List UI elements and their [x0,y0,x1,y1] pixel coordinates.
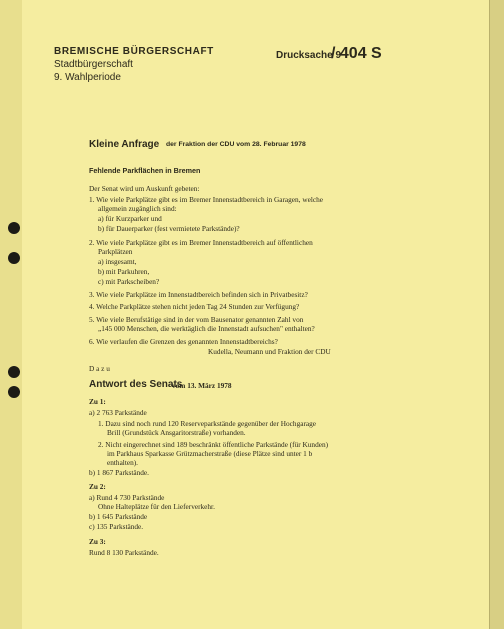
question-2a: a) insgesamt, [98,257,137,266]
signature: Kudella, Neumann und Fraktion der CDU [208,347,331,356]
answer-2b: b) 1 645 Parkstände [89,512,148,521]
drucksache-label: Drucksache 9 [276,50,342,61]
punch-hole [8,386,20,398]
question-6: 6. Wie verlaufen die Grenzen des genannten Innenstadtbereichs? [89,337,278,346]
answer-1-note-2: 2. Nicht eingerechnet sind 189 beschränkt öffentliche Parkstände (für Kunden) [98,440,329,449]
chamber-name: Stadtbürgerschaft [54,59,133,70]
answer-1-note-1: 1. Dazu sind noch rund 120 Reserveparkstände gegenüber der Hochgarage [98,419,317,428]
punch-hole [8,366,20,378]
anfrage-topic: Fehlende Parkflächen in Bremen [89,166,201,175]
answer-1-note-2-cont2: enthalten). [107,458,138,467]
answer-1a: a) 2 763 Parkstände [89,408,147,417]
question-3: 3. Wie viele Parkplätze im Innenstadtbereich befinden sich in Privatbesitz? [89,290,308,299]
antwort-title: Antwort des Senats [89,379,183,390]
dazu-label: D a z u [89,364,110,373]
question-5: 5. Wie viele Berufstätige sind in der vom Bausenator genannten Zahl von [89,315,304,324]
zu-2-heading: Zu 2: [89,482,106,491]
drucksache-number: / 404 S [331,45,382,62]
answer-2c: c) 135 Parkstände. [89,522,144,531]
org-name: BREMISCHE BÜRGERSCHAFT [54,46,214,57]
anfrage-subtitle: der Fraktion der CDU vom 28. Februar 1978 [166,141,306,148]
zu-3-heading: Zu 3: [89,537,106,546]
legislative-period: 9. Wahlperiode [54,72,121,83]
answer-2a-note: Ohne Halteplätze für den Lieferverkehr. [98,502,215,511]
question-2-cont: Parkplätzen [98,247,133,256]
answer-2a: a) Rund 4 730 Parkstände [89,493,165,502]
question-4: 4. Welche Parkplätze stehen nicht jeden Tag 24 Stunden zur Verfügung? [89,302,300,311]
question-1b: b) für Dauerparker (fest vermietete Parkstände)? [98,224,240,233]
answer-1-note-2-cont: im Parkhaus Sparkasse Grützmacherstraße (diese Plätze sind unter 1 b [107,449,313,458]
anfrage-intro: Der Senat wird um Auskunft gebeten: [89,184,200,193]
question-2: 2. Wie viele Parkplätze gibt es im Bremer Innenstadtbereich auf öffentlichen [89,238,313,247]
anfrage-title: Kleine Anfrage [89,139,160,150]
question-1a: a) für Kurzparker und [98,214,162,223]
antwort-subtitle: vom 13. März 1978 [172,381,232,390]
question-1-cont: allgemein zugänglich sind: [98,204,177,213]
answer-1-note-1-cont: Brill (Grundstück Ansgaritorstraße) vorhanden. [107,428,246,437]
question-2b: b) mit Parkuhren, [98,267,150,276]
next-page-edge [489,0,504,629]
answer-3: Rund 8 130 Parkstände. [89,548,159,557]
question-5-cont: „145 000 Menschen, die werktäglich die Innenstadt aufsuchen" enthalten? [98,324,315,333]
question-1: 1. Wie viele Parkplätze gibt es im Bremer Innenstadtbereich in Garagen, welche [89,195,323,204]
binding-margin [0,0,22,629]
zu-1-heading: Zu 1: [89,397,106,406]
punch-hole [8,252,20,264]
answer-1b: b) 1 867 Parkstände. [89,468,149,477]
question-2c: c) mit Parkscheiben? [98,277,160,286]
punch-hole [8,222,20,234]
